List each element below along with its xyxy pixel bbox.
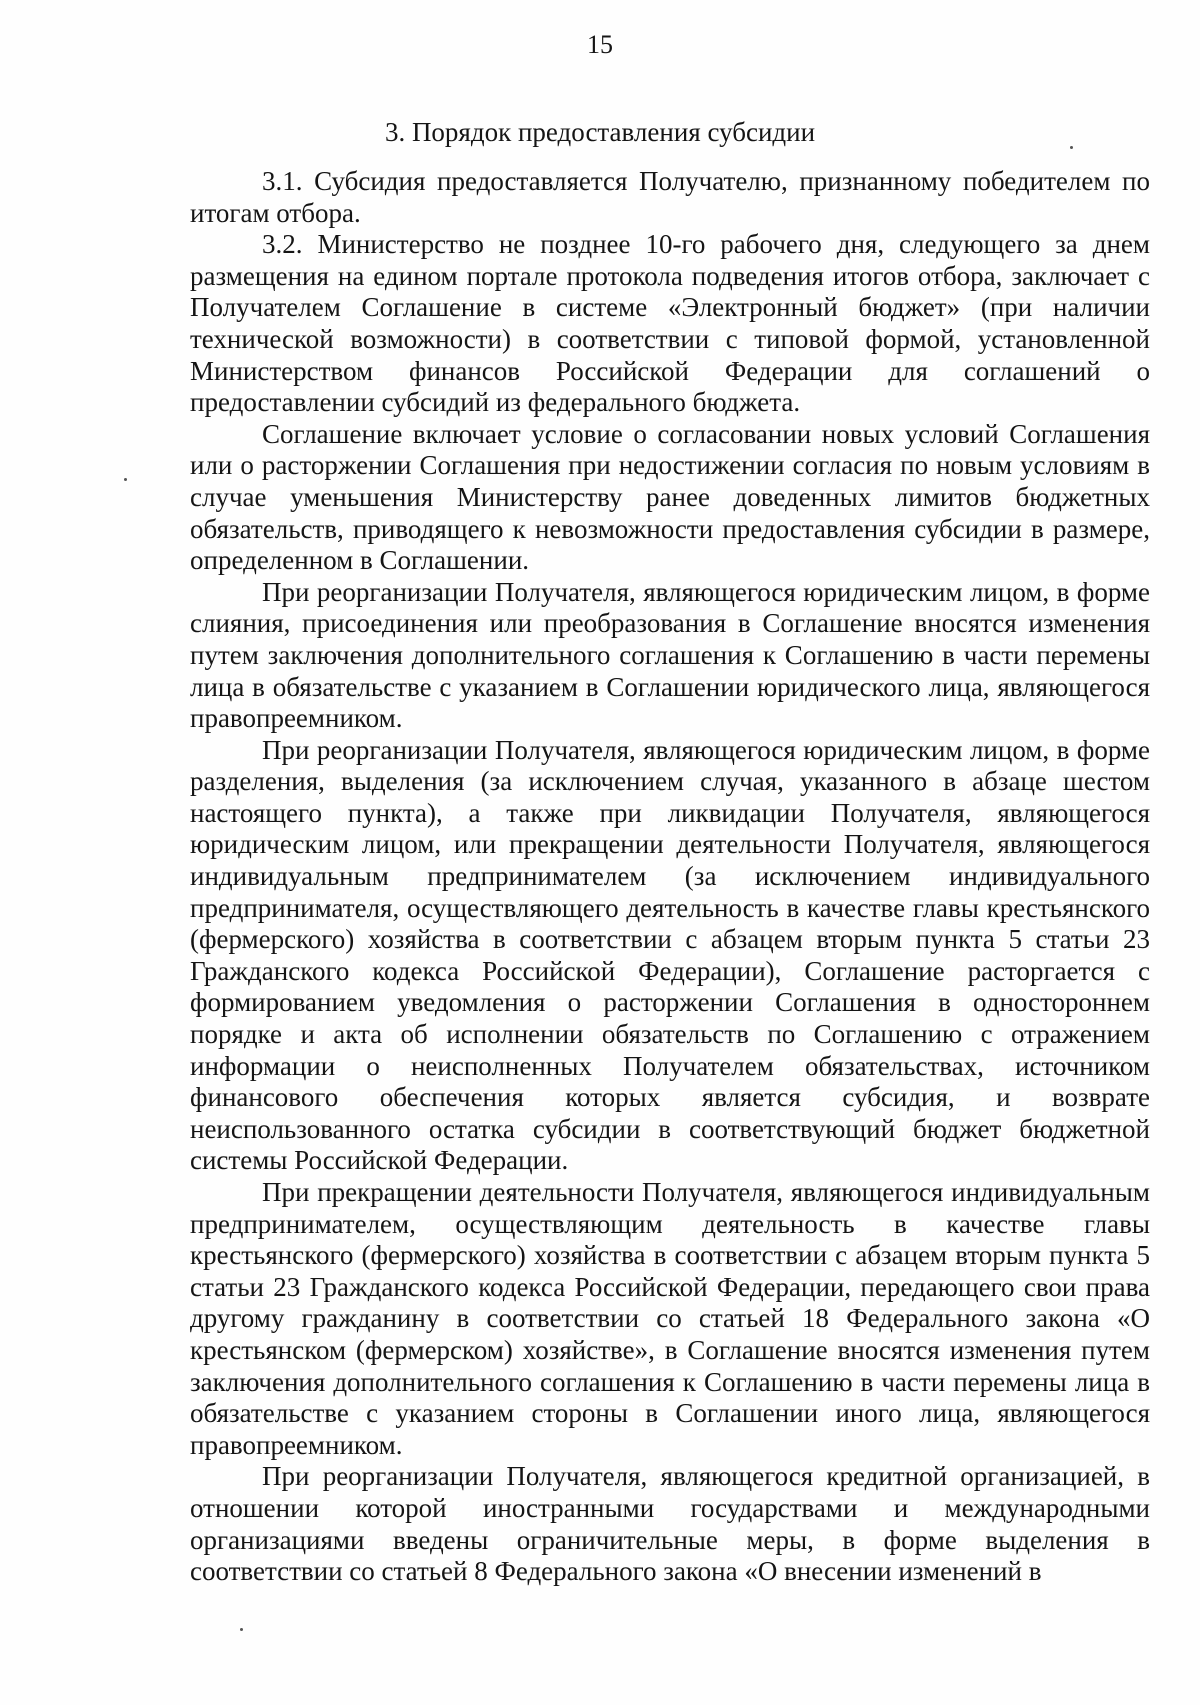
paragraph-agreement-conditions: Соглашение включает условие о согласовании новых условий Соглашения или о расторжении Соглашения при недостижении согласия по новым условиям в случае уменьшения Министерству ранее доведенных лимитов бюджетных обязательств, приводящего к невозможности предоставления субсидии в размере, определенном в Соглашении.	[190, 418, 1150, 576]
paragraph-reorganization-merger: При реорганизации Получателя, являющегося юридическим лицом, в форме слияния, присоединения или преобразования в Соглашение вносятся изменения путем заключения дополнительного соглашения к Соглашению в части перемены лица в обязательстве с указанием в Соглашении юридического лица, являющегося правопреемником.	[190, 576, 1150, 734]
paragraph-3-2: 3.2. Министерство не позднее 10-го рабочего дня, следующего за днем размещения на едином портале протокола подведения итогов отбора, заключает с Получателем Соглашение в системе «Электронный бюджет» (при наличии технической возможности) в соответствии с типовой формой, установленной Министерством финансов Российской Федерации для соглашений о предоставлении субсидий из федерального бюджета.	[190, 229, 1150, 418]
scan-speck	[1070, 146, 1073, 149]
scan-speck	[124, 478, 127, 481]
paragraph-reorganization-division: При реорганизации Получателя, являющегося юридическим лицом, в форме разделения, выделения (за исключением случая, указанного в абзаце шестом настоящего пункта), а также при ликвидации Получателя, являющегося юридическим лицом, или прекращении деятельности Получателя, являющегося индивидуальным предпринимателем (за исключением индивидуального предпринимателя, осуществляющего деятельность в качестве главы крестьянского (фермерского) хозяйства в соответствии с абзацем вторым пункта 5 статьи 23 Гражданского кодекса Российской Федерации), Соглашение расторгается с формированием уведомления о расторжении Соглашения в одностороннем порядке и акта об исполнении обязательств по Соглашению с отражением информации о неисполненных Получателем обязательствах, источником финансового обеспечения которых является субсидия, и возврате неиспользованного остатка субсидии в соответствующий бюджет бюджетной системы Российской Федерации.	[190, 734, 1150, 1176]
paragraph-3-1: 3.1. Субсидия предоставляется Получателю, признанному победителем по итогам отбора.	[190, 166, 1150, 228]
scan-speck	[240, 1628, 243, 1631]
paragraph-farm-termination: При прекращении деятельности Получателя, являющегося индивидуальным предпринимателем, осуществляющим деятельность в качестве главы крестьянского (фермерского) хозяйства в соответствии с абзацем вторым пункта 5 статьи 23 Гражданского кодекса Российской Федерации, передающего свои права другому гражданину в соответствии со статьей 18 Федерального закона «О крестьянском (фермерском) хозяйстве», в Соглашение вносятся изменения путем заключения дополнительного соглашения к Соглашению в части перемены лица в обязательстве с указанием стороны в Соглашении иного лица, являющегося правопреемником.	[190, 1177, 1150, 1460]
section-title: 3. Порядок предоставления субсидии	[384, 117, 816, 147]
document-body	[190, 166, 1150, 1588]
page-number: 15	[587, 30, 613, 59]
paragraph-credit-organization: При реорганизации Получателя, являющегося кредитной организацией, в отношении которой иностранными государствами и международными организациями введены ограничительные меры, в форме выделения в соответствии со статьей 8 Федерального закона «О внесении изменений в	[190, 1461, 1150, 1587]
